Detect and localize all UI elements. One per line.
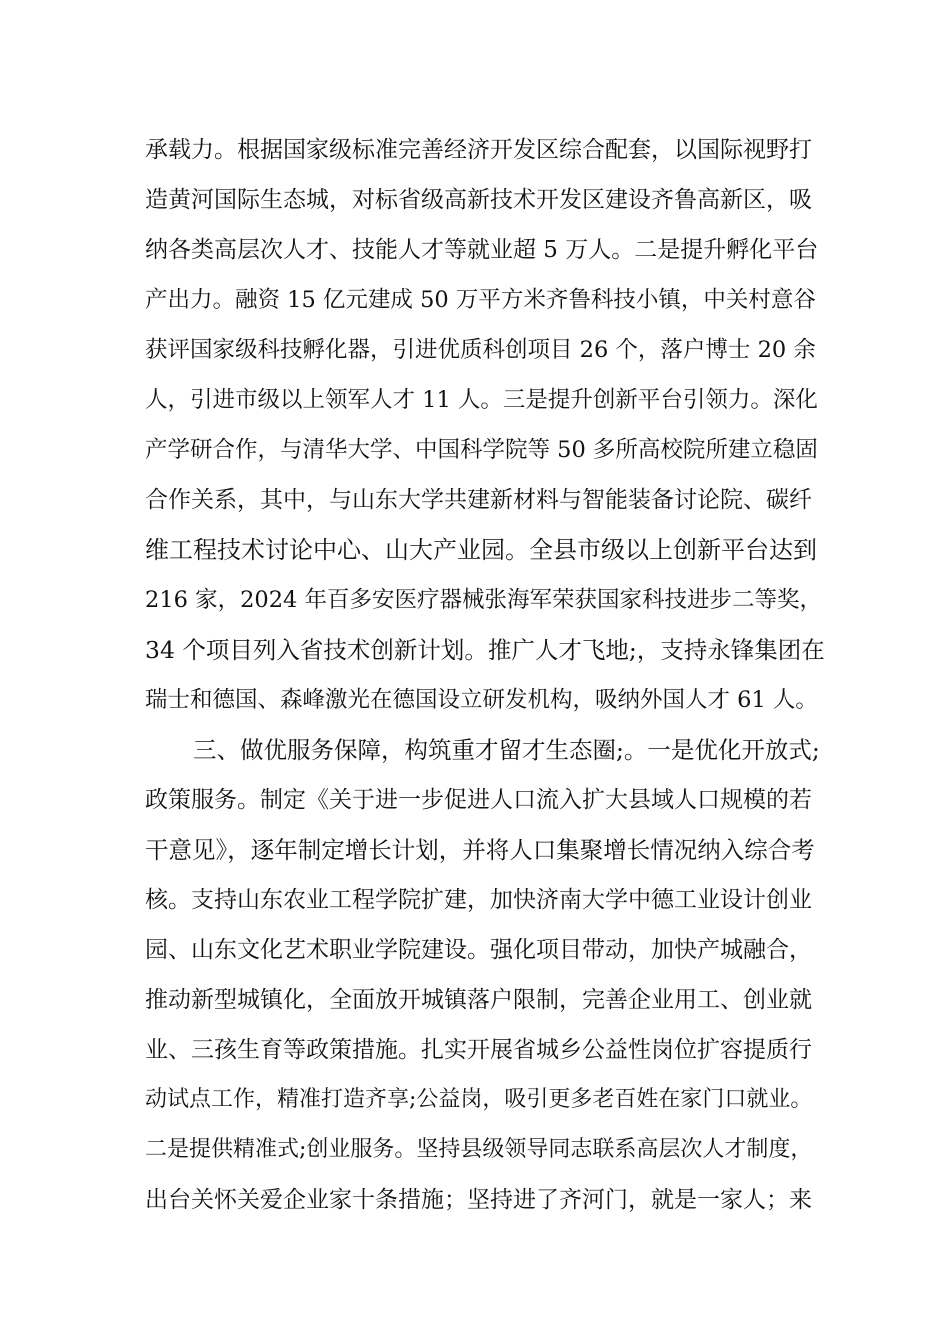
text-line: 园、山东文化艺术职业学院建设。强化项目带动，加快产城融合，	[145, 937, 812, 963]
section-heading-line: 三、做优服务保障，构筑重才留才生态圈;。一是优化开放式;	[193, 736, 820, 764]
text-line: 出台关怀关爱企业家十条措施；坚持进了齐河门，就是一家人；来	[145, 1187, 812, 1213]
text-line: 216 家，2024 年百多安医疗器械张海军荣获国家科技进步二等奖，	[145, 587, 823, 613]
text-line: 政策服务。制定《关于进一步促进人口流入扩大县域人口规模的若	[145, 787, 812, 813]
text-line: 业、三孩生育等政策措施。扎实开展省城乡公益性岗位扩容提质行	[145, 1037, 812, 1063]
text-line: 纳各类高层次人才、技能人才等就业超 5 万人。二是提升孵化平台	[145, 237, 819, 263]
text-line: 干意见》，逐年制定增长计划，并将人口集聚增长情况纳入综合考	[145, 836, 815, 864]
text-line: 瑞士和德国、森峰激光在德国设立研发机构，吸纳外国人才 61 人。	[145, 687, 818, 713]
text-line: 核。支持山东农业工程学院扩建，加快济南大学中德工业设计创业	[145, 887, 812, 913]
text-line: 维工程技术讨论中心、山大产业园。全县市级以上创新平台达到	[145, 536, 817, 564]
text-line: 获评国家级科技孵化器，引进优质科创项目 26 个，落户博士 20 余	[145, 337, 816, 363]
text-line: 合作关系，其中，与山东大学共建新材料与智能装备讨论院、碳纤	[145, 487, 812, 513]
text-line: 人，引进市级以上领军人才 11 人。三是提升创新平台引领力。深化	[145, 387, 818, 413]
text-line: 产出力。融资 15 亿元建成 50 万平方米齐鲁科技小镇，中关村意谷	[145, 287, 816, 313]
text-line: 推动新型城镇化，全面放开城镇落户限制，完善企业用工、创业就	[145, 987, 812, 1013]
text-line: 产学研合作，与清华大学、中国科学院等 50 多所高校院所建立稳固	[145, 437, 818, 463]
text-line: 承载力。根据国家级标准完善经济开发区综合配套，以国际视野打	[145, 137, 812, 163]
text-line: 造黄河国际生态城，对标省级高新技术开发区建设齐鲁高新区，吸	[145, 187, 812, 213]
text-line: 34 个项目列入省技术创新计划。推广人才飞地;，支持永锋集团在	[145, 636, 825, 664]
text-line: 二是提供精准式;创业服务。坚持县级领导同志联系高层次人才制度，	[145, 1137, 813, 1162]
text-line: 动试点工作，精准打造齐享;公益岗，吸引更多老百姓在家门口就业。	[145, 1087, 813, 1112]
